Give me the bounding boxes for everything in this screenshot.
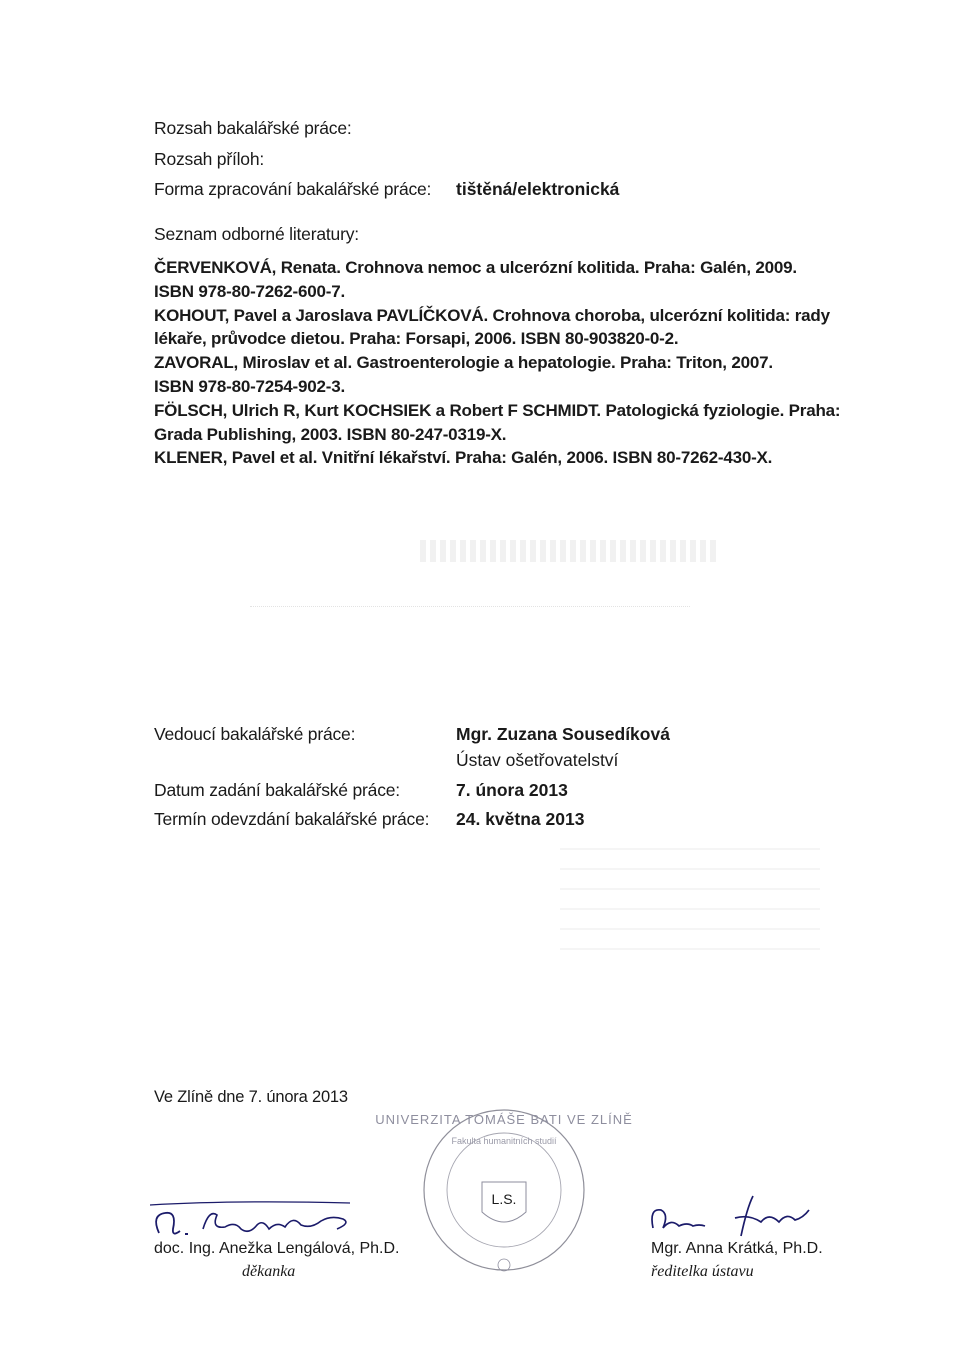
- form-value: tištěná/elektronická: [456, 179, 620, 199]
- show-through-rule: [250, 606, 690, 607]
- literature-line: KLENER, Pavel et al. Vnitřní lékařství. Praha: Galén, 2006. ISBN 80-7262-430-X.: [154, 448, 773, 467]
- deadline-label: Termín odevzdání bakalářské práce:: [154, 809, 430, 829]
- literature-line: KOHOUT, Pavel a Jaroslava PAVLÍČKOVÁ. Crohnova choroba, ulcerózní kolitida: rady: [154, 306, 830, 325]
- supervisor-name: Mgr. Zuzana Sousedíková: [456, 724, 670, 744]
- supervisor-institute: Ústav ošetřovatelství: [456, 750, 619, 770]
- literature-heading: Seznam odborné literatury:: [154, 224, 359, 244]
- supervisor-label: Vedoucí bakalářské práce:: [154, 724, 356, 744]
- right-signature: [645, 1188, 835, 1243]
- right-signatory: Mgr. Anna Krátká, Ph.D.: [651, 1240, 823, 1257]
- literature-line: ZAVORAL, Miroslav et al. Gastroenterologie a hepatologie. Praha: Triton, 2007.: [154, 353, 773, 372]
- stamp-center-text: L.S.: [491, 1191, 517, 1207]
- place-date: Ve Zlíně dne 7. února 2013: [154, 1088, 348, 1106]
- literature-line: lékaře, průvodce dietou. Praha: Forsapi, 2006. ISBN 80-903820-0-2.: [154, 329, 679, 348]
- assigned-value: 7. února 2013: [456, 780, 568, 800]
- show-through-mark: [420, 540, 720, 562]
- form-label: Forma zpracování bakalářské práce:: [154, 179, 432, 199]
- attachments-label: Rozsah příloh:: [154, 149, 265, 169]
- literature-line: FÖLSCH, Ulrich R, Kurt KOCHSIEK a Robert F SCHMIDT. Patologická fyziologie. Praha:: [154, 401, 841, 420]
- left-signature: [145, 1185, 365, 1245]
- scope-label: Rozsah bakalářské práce:: [154, 118, 352, 138]
- show-through-mark: [560, 830, 820, 950]
- official-stamp: [375, 1100, 633, 1280]
- literature-line: Grada Publishing, 2003. ISBN 80-247-0319-X.: [154, 425, 507, 444]
- literature-line: ISBN 978-80-7262-600-7.: [154, 282, 346, 301]
- right-role: ředitelka ústavu: [651, 1263, 754, 1280]
- literature-line: ČERVENKOVÁ, Renata. Crohnova nemoc a ulcerózní kolitida. Praha: Galén, 2009.: [154, 258, 797, 277]
- literature-line: ISBN 978-80-7254-902-3.: [154, 377, 346, 396]
- assigned-label: Datum zadání bakalářské práce:: [154, 780, 400, 800]
- left-signatory: doc. Ing. Anežka Lengálová, Ph.D.: [154, 1240, 400, 1257]
- stamp-inner-text: Fakulta humanitních studií: [451, 1136, 557, 1146]
- left-role: děkanka: [242, 1263, 296, 1280]
- deadline-value: 24. května 2013: [456, 809, 585, 829]
- stamp-outer-text: UNIVERZITA TOMÁŠE BATI VE ZLÍNĚ: [375, 1112, 633, 1127]
